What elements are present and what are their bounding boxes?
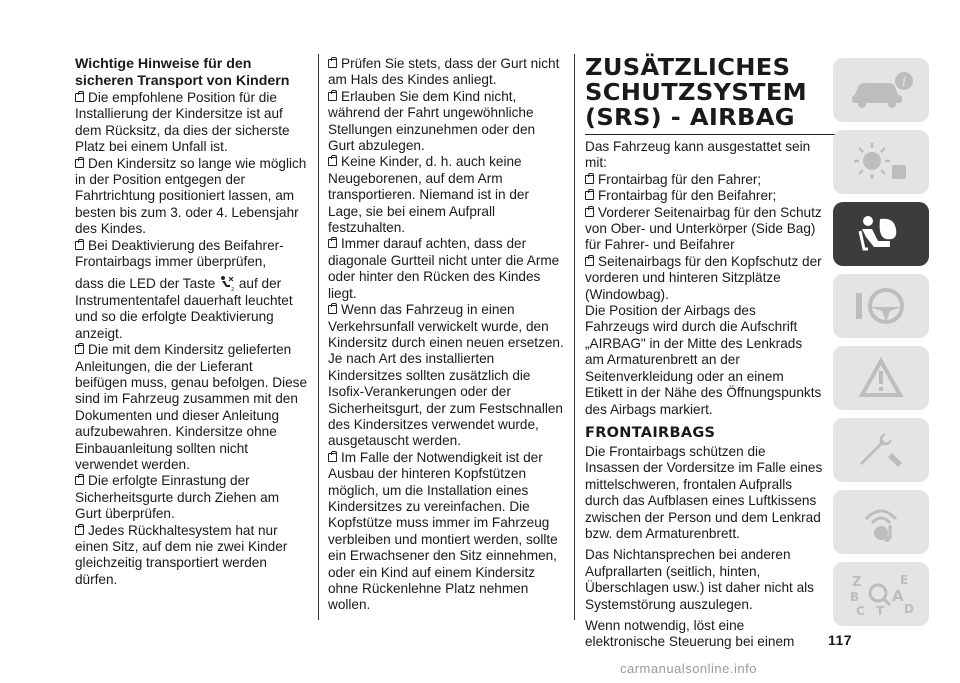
bullet-icon [328,59,337,68]
svg-text:2: 2 [231,287,235,292]
index-letter: B [850,590,860,604]
list-item: Frontairbag für den Fahrer; [585,172,823,188]
bullet-icon [328,305,337,314]
media-icon [846,499,916,545]
bullet-icon [585,175,594,184]
tab-warning-lights[interactable] [833,130,929,194]
frontairbags-paragraph-1: Die Frontairbags schützen die Insassen der Vordersitze im Falle eines mittelschweren, frontalen Aufpralls durch das Aufblasen eines Luftkissens zwischen der Person und dem Lenkrad bzw. dem Armaturenbrett. [585,443,823,541]
list-item: Immer darauf achten, dass der diagonale Gurtteil nicht unter die Arme oder hinter den Rücken des Kindes liegt. [328,236,560,301]
index-letter: C [856,604,865,617]
bullet-icon [585,257,594,266]
airbag-intro: Das Fahrzeug kann ausgestattet sein mit: [585,139,811,171]
led-paragraph: dass die LED der Taste 2 auf der Instrumententafel dauerhaft leuchtet und so die erfolgte Deaktivierung anzeigt. [75,276,293,341]
chapter-sidebar [833,58,929,634]
frontairbags-heading: FRONTAIRBAGS [585,424,716,441]
car-info-icon [846,67,916,113]
index-letter: E [900,573,909,587]
watermark: carmanualsonline.info [620,661,757,676]
index-letter: Z [852,575,862,590]
child-transport-heading: Wichtige Hinweise für den sicheren Transport von Kindern [75,56,290,89]
airbag-chapter-title: ZUSÄTZLICHES SCHUTZSYSTEM (SRS) - AIRBAG [585,56,835,135]
airbag-position-text: Die Position der Airbags des Fahrzeugs wird durch die Aufschrift „AIRBAG" in der Mitte des Lenkrads am Armaturenbrett an der Seitenverkleidung oder an einem Etikett in der Nähe des Öffnungspunkts des Airbags markiert. [585,303,822,417]
list-item: Den Kindersitz so lange wie möglich in der Position entgegen der Fahrtrichtung positioniert lassen, am besten bis zum 3. oder 4. Lebensjahr des Kindes. [75,155,307,237]
steering-wheel-icon [846,283,916,329]
bullet-icon [75,345,84,354]
column-divider [318,54,319,620]
passenger-airbag-off-icon [219,275,235,291]
bullet-icon [75,93,84,102]
frontairbags-paragraph-2: Das Nichtansprechen bei anderen Aufprallarten (seitlich, hinten, Überschlagen usw.) ist daher nicht als Systemstörung auszulegen. [585,547,814,612]
list-item: Die empfohlene Position für die Installierung der Kindersitze ist auf dem Rücksitz, da dies der sicherste Platz bei einem Unfall ist. [75,90,290,155]
bullet-icon [328,92,337,101]
tab-multimedia[interactable] [833,490,929,554]
list-item: Keine Kinder, d. h. auch keine Neugeborenen, auf dem Arm transportieren. Niemand ist in der Lage, sie bei einem Aufprall festzuhalten. [328,154,529,236]
page-number: 117 [828,632,853,648]
seat-airbag-icon [846,211,916,257]
list-item: Wenn das Fahrzeug in einen Verkehrsunfall verwickelt wurde, den Kindersitz durch einen neuen ersetzen. Je nach Art des installierten Kindersitzes sollten zusätzlich die Isofix-Verankerungen oder der Sicherheitsgurt, der zum Festschnallen des Kindersitzes verwendet wurde, ausgetauscht werden. [328,302,564,449]
list-item: Prüfen Sie stets, dass der Gurt nicht am Hals des Kindes anliegt. [328,56,560,88]
list-item: Im Falle der Notwendigkeit ist der Ausbau der hinteren Kopfstützen möglich, um die Installation eines Kindersitzes zu vereinfachen. Die Kopfstütze muss immer im Fahrzeug verbleiben und montiert werden, sollte ein Erwachsener den Sitz einnehmen, oder ein Kind auf einem Kindersitz ohne Rückenlehne Platz nehmen wollen. [328,449,558,613]
column-3 [585,56,823,651]
tab-maintenance[interactable] [833,418,929,482]
bullet-icon [585,191,594,200]
index-letter: D [904,602,914,616]
warning-lights-icon [846,139,916,185]
column-1 [75,56,307,588]
list-item: Erlauben Sie dem Kind nicht, während der Fahrt ungewöhnliche Stellungen einzunehmen oder den Gurt abzulegen. [328,88,536,154]
svg-text:i: i [902,75,907,90]
tab-vehicle-info[interactable] [833,58,929,122]
maintenance-icon [846,427,916,473]
list-item: Seitenairbags für den Kopfschutz der vorderen und hinteren Sitzplätze (Windowbag). [585,253,822,302]
column-divider [574,54,575,620]
tab-index[interactable] [833,562,929,626]
index-letter: A [892,587,904,605]
bullet-icon [328,453,337,462]
bullet-icon [75,241,84,250]
emergency-triangle-icon [846,355,916,401]
index-icon [846,571,916,617]
bullet-icon [75,159,84,168]
tab-emergency[interactable] [833,346,929,410]
list-item: Vorderer Seitenairbag für den Schutz von Ober- und Unterkörper (Side Bag) für Fahrer- und Beifahrer [585,204,822,253]
list-item: Frontairbag für den Beifahrer; [585,188,823,204]
list-item: Die mit dem Kindersitz gelieferten Anleitungen, die der Lieferant beifügen muss, genau befolgen. Diese sind im Fahrzeug zusammen mit den Dokumenten und dieser Anleitung aufzubewahren. Kindersitze ohne Einbauanleitung sollten nicht verwendet werden. [75,342,308,472]
frontairbags-paragraph-3: Wenn notwendig, löst eine elektronische Steuerung bei einem [585,617,795,650]
list-item: Bei Deaktivierung des Beifahrer-Frontairbags immer überprüfen, [75,237,284,270]
bullet-icon [328,239,337,248]
bullet-icon [75,476,84,485]
tab-starting-driving[interactable] [833,274,929,338]
bullet-icon [585,208,594,217]
tab-safety[interactable] [833,202,929,266]
bullet-icon [75,526,84,535]
index-letter: T [876,604,885,617]
column-2 [328,56,564,614]
list-item: Jedes Rückhaltesystem hat nur einen Sitz, auf dem nie zwei Kinder gleichzeitig transportiert werden dürfen. [75,522,288,587]
list-item: Die erfolgte Einrastung der Sicherheitsgurte durch Ziehen am Gurt überprüfen. [75,473,280,522]
bullet-icon [328,157,337,166]
